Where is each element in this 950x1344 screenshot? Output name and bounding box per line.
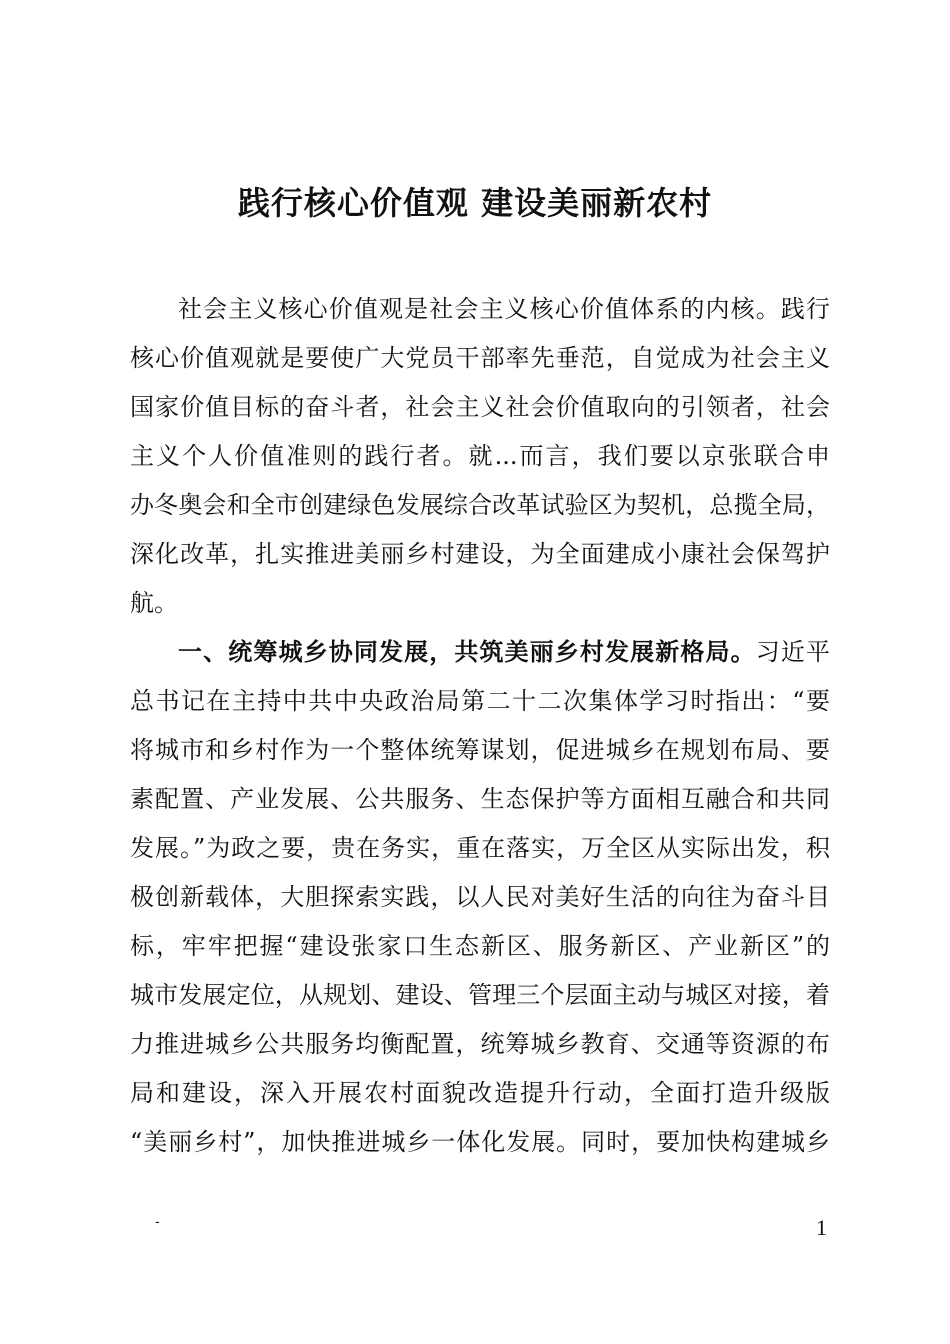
paragraph-line: “美丽乡村”，加快推进城乡一体化发展。同时，要加快构建城乡 <box>130 1128 830 1156</box>
paragraph-line: 城市发展定位，从规划、建设、管理三个层面主动与城区对接，着 <box>130 981 830 1009</box>
paragraph-line: 局和建设，深入开展农村面貌改造提升行动，全面打造升级版 <box>130 1079 830 1107</box>
footer-mark: - <box>155 1214 160 1230</box>
paragraph-line: 总书记在主持中共中央政治局第二十二次集体学习时指出：“要 <box>130 687 830 715</box>
paragraph-line: 素配置、产业发展、公共服务、生态保护等方面相互融合和共同 <box>130 785 830 813</box>
paragraph-line: 力推进城乡公共服务均衡配置，统筹城乡教育、交通等资源的布 <box>130 1030 830 1058</box>
paragraph-line: 主义个人价值准则的践行者。就...而言，我们要以京张联合申 <box>130 442 830 470</box>
paragraph-line: 发展。”为政之要，贵在务实，重在落实，万全区从实际出发，积 <box>130 834 830 862</box>
paragraph-line: 极创新载体，大胆探索实践，以人民对美好生活的向往为奋斗目 <box>130 883 830 911</box>
section-heading-line <box>178 626 830 678</box>
document-title: 践行核心价值观 建设美丽新农村 <box>237 184 713 222</box>
paragraph-line: 国家价值目标的奋斗者，社会主义社会价值取向的引领者，社会 <box>130 393 830 421</box>
paragraph-line: 将城市和乡村作为一个整体统筹谋划，促进城乡在规划布局、要 <box>130 736 830 764</box>
paragraph-line: 航。 <box>130 589 178 617</box>
paragraph-line: 标，牢牢把握“建设张家口生态新区、服务新区、产业新区”的 <box>130 932 830 960</box>
paragraph-line: 社会主义核心价值观是社会主义核心价值体系的内核。践行 <box>178 295 830 323</box>
paragraph-line: 核心价值观就是要使广大党员干部率先垂范，自觉成为社会主义 <box>130 344 830 372</box>
paragraph-line: 深化改革，扎实推进美丽乡村建设，为全面建成小康社会保驾护 <box>130 540 830 568</box>
paragraph-line: 办冬奥会和全市创建绿色发展综合改革试验区为契机，总揽全局， <box>130 491 830 519</box>
page-number: 1 <box>816 1215 827 1240</box>
section-heading-continuation: 习近平 <box>755 638 831 666</box>
section-heading: 一、统筹城乡协同发展，共筑美丽乡村发展新格局。 <box>178 637 756 666</box>
